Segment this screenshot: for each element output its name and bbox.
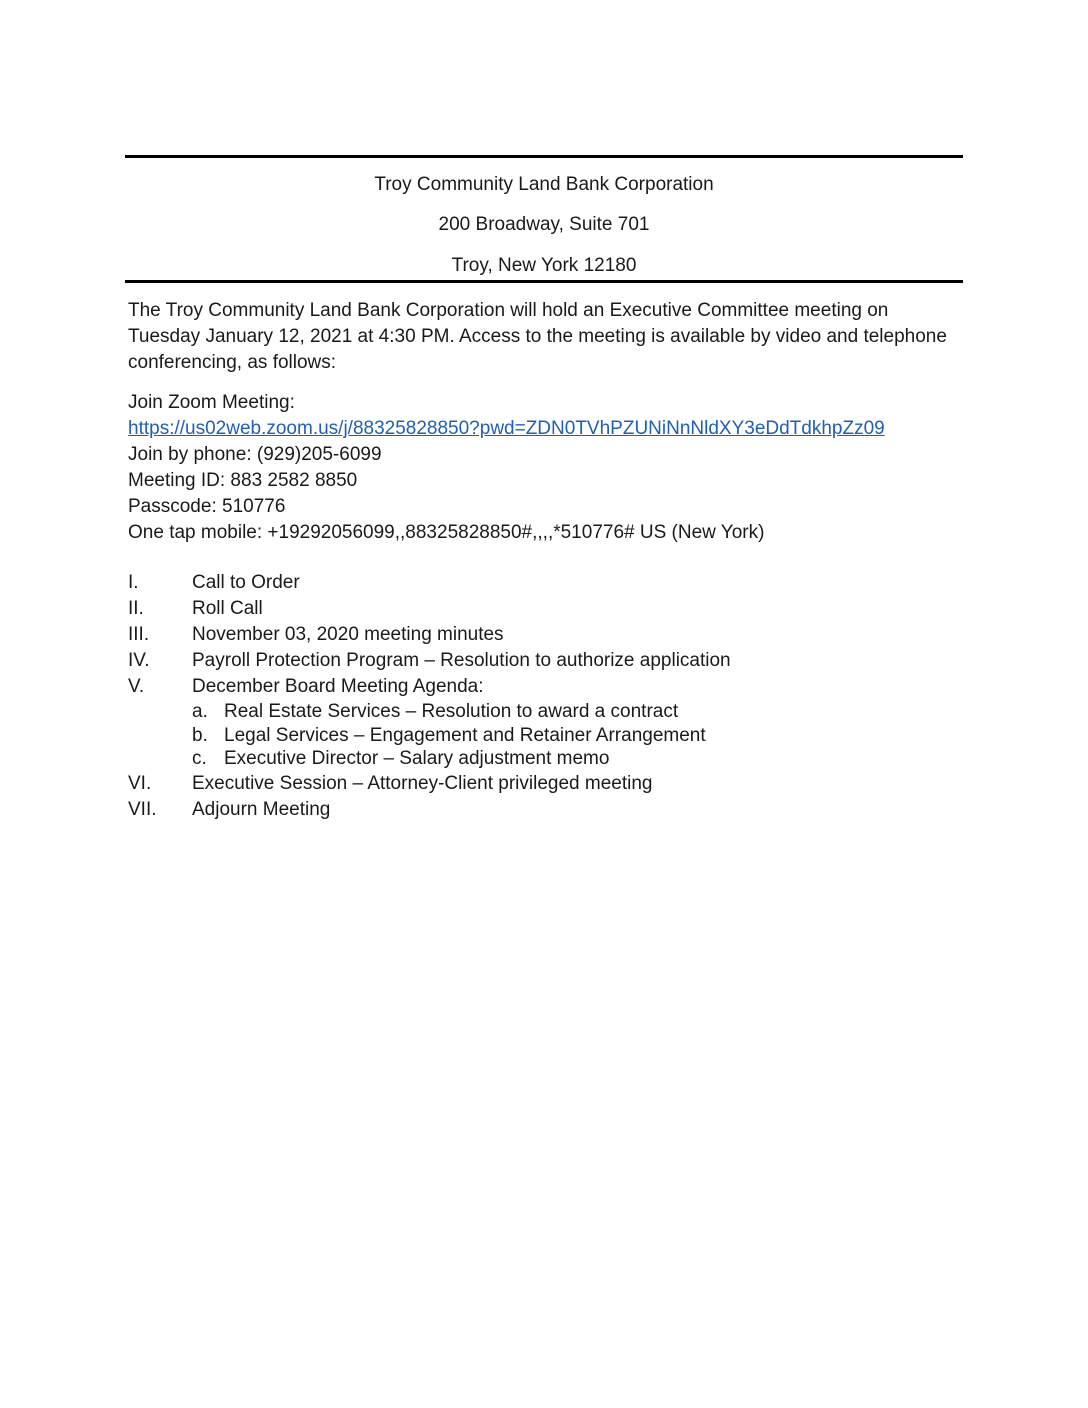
agenda-number: V. <box>128 676 145 697</box>
agenda-text: Call to Order <box>192 572 300 593</box>
agenda-item <box>128 622 968 648</box>
agenda-number: IV. <box>128 650 150 671</box>
sub-item-letter: b. <box>192 724 208 746</box>
sub-item-text: Real Estate Services – Resolution to award a contract <box>224 701 679 722</box>
meeting-id: Meeting ID: 883 2582 8850 <box>128 470 358 491</box>
sub-item-letter: a. <box>192 701 208 722</box>
bottom-divider <box>125 280 963 283</box>
sub-item-text: Executive Director – Salary adjustment memo <box>224 748 610 769</box>
sub-item-text: Legal Services – Engagement and Retainer Arrangement <box>224 724 706 746</box>
agenda-text: Payroll Protection Program – Resolution to authorize application <box>192 650 731 671</box>
agenda-number: VII. <box>128 798 157 820</box>
agenda-item <box>128 674 968 700</box>
meeting-info <box>128 390 968 546</box>
agenda-text: December Board Meeting Agenda: <box>192 676 484 697</box>
passcode: Passcode: 510776 <box>128 496 286 517</box>
agenda-item <box>128 596 968 622</box>
address-line-1: 200 Broadway, Suite 701 <box>438 214 650 235</box>
agenda-number: II. <box>128 598 144 619</box>
agenda-number: III. <box>128 624 150 645</box>
agenda-text: Roll Call <box>192 598 263 619</box>
agenda-item <box>128 648 968 674</box>
agenda-text: Executive Session – Attorney-Client privileged meeting <box>192 772 653 794</box>
agenda-text: Adjourn Meeting <box>192 798 331 820</box>
agenda-list <box>128 570 968 823</box>
agenda-item <box>128 797 968 823</box>
join-by-phone: Join by phone: (929)205-6099 <box>128 444 382 465</box>
agenda-sub-item <box>128 700 968 724</box>
agenda-item <box>128 771 968 797</box>
intro-paragraph <box>128 298 963 376</box>
organization-name: Troy Community Land Bank Corporation <box>374 174 714 195</box>
agenda-text: November 03, 2020 meeting minutes <box>192 624 504 645</box>
agenda-sub-item <box>128 747 968 771</box>
agenda-number: VI. <box>128 772 152 794</box>
agenda-sub-item <box>128 724 968 748</box>
agenda-number: I. <box>128 572 139 593</box>
join-label: Join Zoom Meeting: <box>128 392 295 413</box>
sub-item-letter: c. <box>192 748 207 769</box>
top-divider <box>125 155 963 158</box>
intro-text: The Troy Community Land Bank Corporation will hold an Executive Committee meeting on Tuesday January 12, 2021 at 4:30 PM. Access to the meeting is available by video and telephone conferencing, as follows: <box>128 300 947 373</box>
address-line-2: Troy, New York 12180 <box>451 255 637 276</box>
zoom-meeting-link[interactable]: https://us02web.zoom.us/j/88325828850?pwd=ZDN0TVhPZUNiNnNldXY3eDdTdkhpZz09 <box>128 418 885 439</box>
one-tap-mobile: One tap mobile: +19292056099,,88325828850#,,,,*510776# US (New York) <box>128 522 765 543</box>
agenda-item <box>128 570 968 596</box>
